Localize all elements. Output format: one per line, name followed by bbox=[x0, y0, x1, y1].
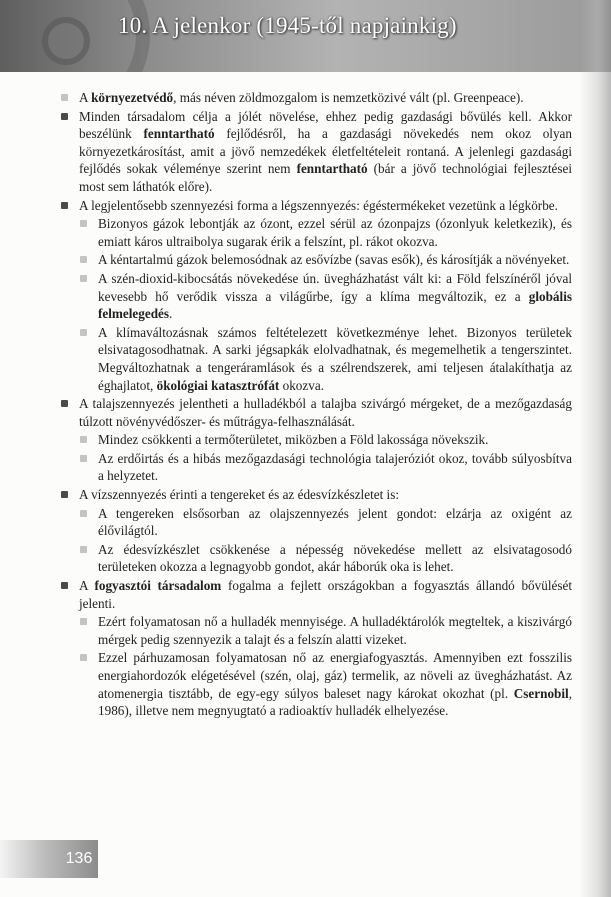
term-fenntarthato-2: fenntartható bbox=[296, 161, 368, 177]
text: , 1986), illetve nem megnyugtató a radioaktív hulladék elhelyezése. bbox=[98, 685, 572, 719]
bullet-air-pollution bbox=[60, 197, 572, 215]
term-chernobyl: Csernobil bbox=[513, 685, 569, 701]
sub-bullet-waste bbox=[79, 613, 572, 648]
text: . bbox=[169, 306, 173, 322]
sub-bullet-erosion bbox=[79, 450, 572, 485]
term-fenntarthato: fenntartható bbox=[143, 126, 215, 142]
text: Az erdőirtás és a hibás mezőgazdasági technológia talajeróziót okoz, tovább súlyosbítva a helyzetet. bbox=[98, 450, 572, 484]
term-ecological-catastrophe: ökológiai katasztrófát bbox=[156, 377, 280, 393]
text: A szén-dioxid-kibocsátás növekedése ún. üvegházhatást vált ki: a Föld felszínéről jóval kevesebb hő verődik vissza a világűrbe, így a klíma megváltozik, ez a bbox=[98, 270, 572, 304]
text: A tengereken elsősorban az olajszennyezés jelent gondot: elzárja az oxigént az élővilágtól. bbox=[98, 505, 572, 539]
term-kornyezetvedo: környezetvédő bbox=[91, 90, 174, 105]
text: Bizonyos gázok lebontják az ózont, ezzel sérül az ózonpajzs (ózonlyuk keletkezik), és emiatt káros ultraibolya sugarak érik a felszínt, pl. rákot okozva. bbox=[98, 216, 572, 249]
text: fejlődésről, ha a gazdasági növekedés nem okoz olyan környezetkárosítást, amit a jövő nemzedékek életfeltételeit rontaná. A jelenlegi gazdasági fejlődés sokak véleménye szerint nem bbox=[79, 126, 572, 177]
chapter-title: 10. A jelenkor (1945-től napjainkig) bbox=[118, 13, 457, 38]
text: okozva. bbox=[279, 377, 324, 393]
sub-bullet-freshwater bbox=[79, 541, 572, 576]
sub-bullet-greenhouse bbox=[79, 270, 572, 323]
text: A klímaváltozásnak számos feltételezett következménye lehet. Bizonyos területek elsivatagosodhatnak. A sarki jégsapkák elolvadhatnak, és megemelhetik a tengerszintet. Megváltozhatnak a tengeráramlások és a szélrendszerek, ami teljesen átalakíthatja az éghajlatot, bbox=[98, 324, 572, 393]
text: Minden társadalom célja a jólét növelése, ehhez pedig gazdasági bővülés kell. Akkor beszélünk bbox=[79, 108, 572, 142]
term-consumer-society: fogyasztói társadalom bbox=[94, 578, 222, 594]
text: Ezért folyamatosan nő a hulladék mennyisége. A hulladéktárolók megteltek, a kiszivárgó mérgek pedig szennyezik a talajt és a felszín alatti vizeket. bbox=[98, 614, 572, 647]
text: A vízszennyezés érinti a tengereket és az édesvízkészletet is: bbox=[79, 487, 400, 503]
bullet-water-pollution bbox=[60, 486, 572, 504]
bullet-consumer-society bbox=[60, 577, 572, 612]
bullet-sustainability bbox=[60, 108, 572, 196]
sub-bullet-ozone bbox=[79, 215, 572, 250]
term-global-warming: globális felmelegedés bbox=[98, 288, 572, 322]
page-number: 136 bbox=[65, 850, 93, 867]
bullet-soil-pollution bbox=[60, 395, 572, 430]
text: A kéntartalmú gázok belemosódnak az esővízbe (savas esők), és károsítják a növényeket. bbox=[98, 252, 570, 268]
text: Mindez csökkenti a termőterületet, miközben a Föld lakossága növekszik. bbox=[98, 432, 489, 448]
text: , más néven zöldmozgalom is nemzetközivé vált (pl. Greenpeace). bbox=[173, 90, 524, 105]
page-edge-shadow bbox=[579, 0, 611, 897]
sub-bullet-oil bbox=[79, 505, 572, 540]
bullet-environmentalism bbox=[60, 89, 572, 107]
text: (bár a jövő technológiai fejlesztései most sem láthatók előre). bbox=[79, 161, 572, 194]
sub-bullet-energy bbox=[79, 649, 572, 719]
text: A legjelentősebb szennyezési forma a légszennyezés: égéstermékeket vezetünk a légkörbe. bbox=[79, 197, 558, 213]
text: Ezzel párhuzamosan folyamatosan nő az energiafogyasztás. Amennyiben ezt fosszilis energiahordozók elégetésével (szén, olaj, gáz) termelik, az növeli az üvegházhatást. Az atomenergia tisztább, de egy-egy súlyos baleset nagy károkat okozhat (pl. bbox=[98, 650, 572, 701]
sub-bullet-acid-rain bbox=[79, 251, 572, 269]
chapter-header-banner bbox=[0, 0, 611, 72]
text: A bbox=[79, 578, 95, 594]
sub-bullet-farmland bbox=[79, 431, 572, 449]
text: fogalma a fejlett országokban a fogyasztás állandó bővülését jelenti. bbox=[79, 578, 572, 611]
sub-bullet-climate-change bbox=[79, 324, 572, 394]
page-body bbox=[60, 89, 572, 721]
text: Az édesvízkészlet csökkenése a népesség növekedése mellett az elsivatagosodó területeken okozza a legnagyobb gondot, akár háborúk oka is lehet. bbox=[98, 541, 572, 575]
text: A bbox=[79, 90, 92, 105]
text: A talajszennyezés jelentheti a hulladékból a talajba szivárgó mérgeket, de a mezőgazdaság túlzott növényvédőszer- és műtrágya-felhasználását. bbox=[79, 396, 572, 429]
